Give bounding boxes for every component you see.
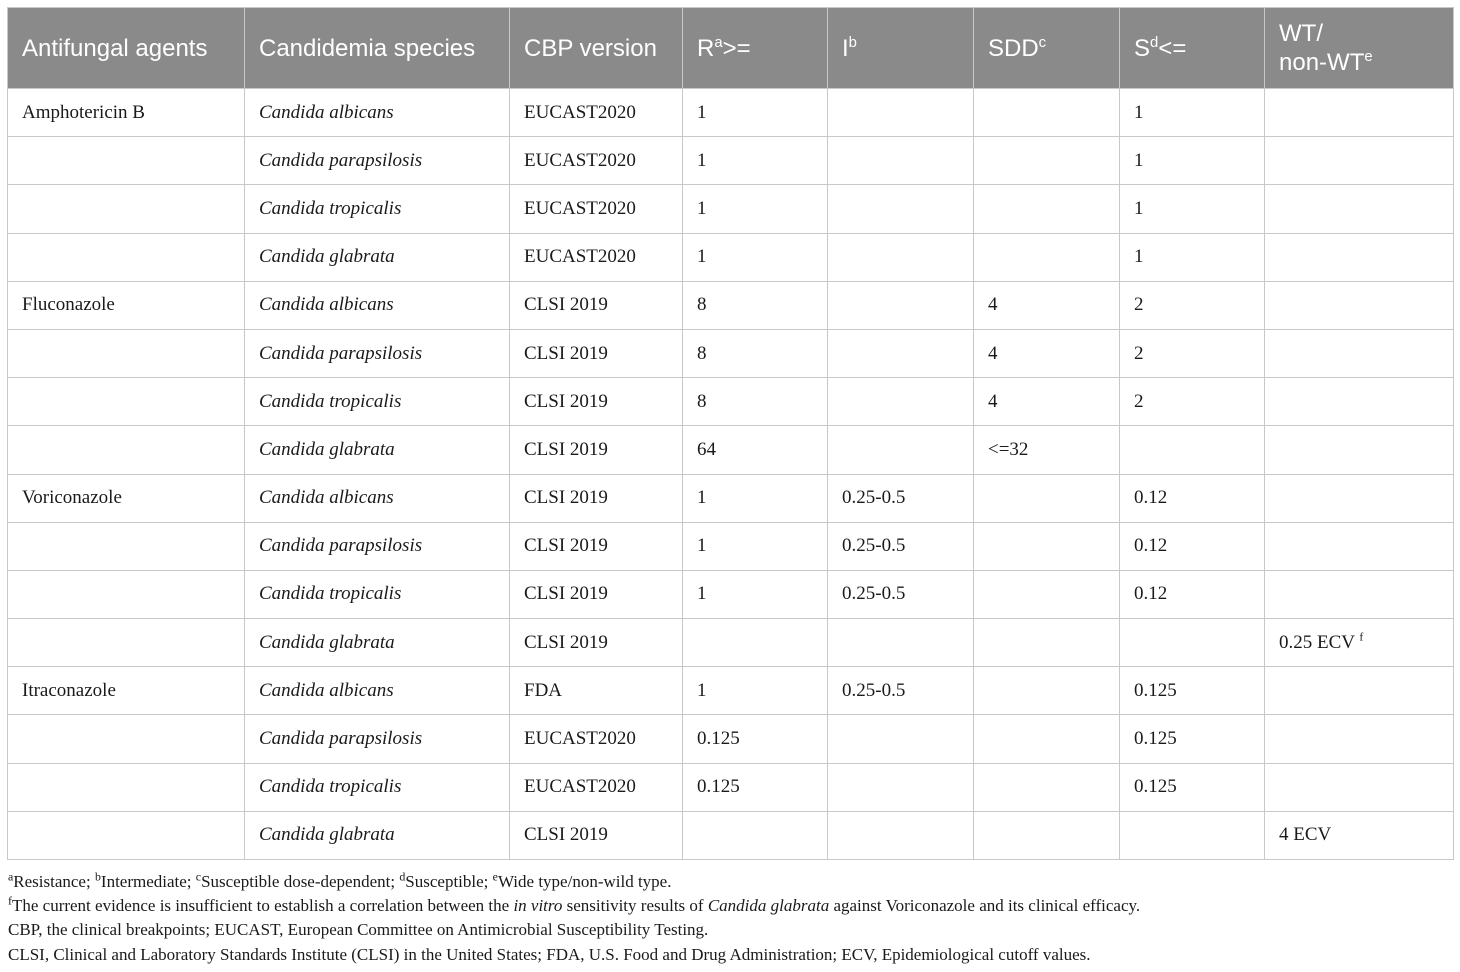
cell-species-text: Candida glabrata <box>259 824 395 846</box>
cell-susceptible-text: 2 <box>1134 342 1144 364</box>
footnote-f-part3: against Voriconazole and its clinical efficacy. <box>829 896 1141 916</box>
cell-cbp-version <box>510 715 683 763</box>
cell-cbp-version-text: CLSI 2019 <box>524 824 608 846</box>
cell-resistance <box>683 715 828 763</box>
cell-resistance <box>683 667 828 715</box>
cell-susceptible <box>1120 329 1265 377</box>
cell-susceptible <box>1120 570 1265 618</box>
cell-wt-non-wt <box>1265 474 1454 522</box>
cell-wt-non-wt <box>1265 329 1454 377</box>
cell-intermediate <box>828 715 974 763</box>
cell-agent <box>8 763 245 811</box>
cell-wt-non-wt <box>1265 667 1454 715</box>
cell-resistance-text: 0.125 <box>697 776 740 798</box>
header-sdd-sup: c <box>1038 34 1047 51</box>
cell-species <box>245 570 510 618</box>
cell-agent <box>8 715 245 763</box>
cell-resistance <box>683 522 828 570</box>
cell-sdd <box>974 426 1120 474</box>
cell-cbp-version-text: CLSI 2019 <box>524 438 608 460</box>
cell-cbp-version-text: CLSI 2019 <box>524 390 608 412</box>
header-resistance <box>683 8 828 89</box>
cell-cbp-version <box>510 811 683 859</box>
cell-agent-text: Itraconazole <box>22 679 116 701</box>
cell-susceptible <box>1120 667 1265 715</box>
cell-sdd <box>974 474 1120 522</box>
cell-agent <box>8 329 245 377</box>
cell-susceptible <box>1120 811 1265 859</box>
table-row <box>8 426 1454 474</box>
cell-species-text: Candida parapsilosis <box>259 535 423 557</box>
cell-sdd <box>974 667 1120 715</box>
cell-resistance <box>683 185 828 233</box>
cell-species <box>245 619 510 667</box>
cell-species-text: Candida albicans <box>259 487 394 509</box>
table-row <box>8 667 1454 715</box>
cell-intermediate-text: 0.25-0.5 <box>842 535 906 557</box>
cell-sdd-text: 4 <box>988 342 998 364</box>
cell-species-text: Candida glabrata <box>259 246 395 268</box>
header-sdd-base: SDD <box>988 34 1039 62</box>
cell-species-text: Candida parapsilosis <box>259 342 423 364</box>
cell-cbp-version-text: EUCAST2020 <box>524 149 636 171</box>
cell-agent <box>8 281 245 329</box>
cell-resistance <box>683 570 828 618</box>
cell-species <box>245 281 510 329</box>
footnote-d-text: Susceptible; <box>405 872 493 891</box>
cell-resistance <box>683 233 828 281</box>
cell-species-text: Candida albicans <box>259 101 394 123</box>
header-r-tail: >= <box>722 34 751 62</box>
cell-resistance-text: 64 <box>697 438 716 460</box>
header-cbp-label: CBP version <box>524 34 657 62</box>
cell-resistance-text: 8 <box>697 342 707 364</box>
cell-agent <box>8 667 245 715</box>
cell-resistance-text: 1 <box>697 679 707 701</box>
cell-susceptible-text: 2 <box>1134 390 1144 412</box>
cell-species <box>245 137 510 185</box>
footnote-c-marker: c <box>195 869 202 884</box>
cell-sdd <box>974 378 1120 426</box>
cell-resistance <box>683 763 828 811</box>
table-row <box>8 329 1454 377</box>
cell-wt-footnote-marker: f <box>1359 630 1364 644</box>
cell-cbp-version <box>510 426 683 474</box>
footnote-line-3: CBP, the clinical breakpoints; EUCAST, European Committee on Antimicrobial Susceptibility Testing. <box>8 920 709 940</box>
cell-sdd <box>974 281 1120 329</box>
cell-sdd <box>974 715 1120 763</box>
cell-species-text: Candida albicans <box>259 294 394 316</box>
footnote-f-marker: f <box>8 893 12 908</box>
cell-sdd <box>974 522 1120 570</box>
cell-wt-non-wt <box>1265 378 1454 426</box>
cell-susceptible-text: 0.12 <box>1134 487 1168 509</box>
cell-cbp-version-text: CLSI 2019 <box>524 487 608 509</box>
cell-intermediate <box>828 89 974 137</box>
cell-intermediate <box>828 619 974 667</box>
table-row <box>8 619 1454 667</box>
cell-cbp-version-text: EUCAST2020 <box>524 197 636 219</box>
cell-cbp-version <box>510 763 683 811</box>
cell-sdd-text: 4 <box>988 390 998 412</box>
cell-cbp-version <box>510 378 683 426</box>
cell-species <box>245 329 510 377</box>
cell-resistance <box>683 137 828 185</box>
cell-cbp-version <box>510 233 683 281</box>
cell-wt-non-wt-text: 0.25 ECV <box>1279 631 1355 653</box>
cell-sdd <box>974 329 1120 377</box>
cell-wt-non-wt <box>1265 811 1454 859</box>
cell-resistance <box>683 426 828 474</box>
footnote-f-part2: sensitivity results of <box>562 896 708 916</box>
cell-susceptible <box>1120 89 1265 137</box>
cell-species <box>245 426 510 474</box>
table-row <box>8 281 1454 329</box>
table-row <box>8 715 1454 763</box>
cell-agent <box>8 522 245 570</box>
header-s-base: S <box>1134 34 1151 62</box>
cell-intermediate <box>828 137 974 185</box>
cell-intermediate <box>828 811 974 859</box>
cell-susceptible-text: 2 <box>1134 294 1144 316</box>
cell-resistance-text: 1 <box>697 101 707 123</box>
table-row <box>8 474 1454 522</box>
footnote-line-4: CLSI, Clinical and Laboratory Standards Institute (CLSI) in the United States; FDA, U.S. Food and Drug Administration; ECV, Epidemiological cutoff values. <box>8 944 1091 964</box>
cell-agent-text: Fluconazole <box>22 294 115 316</box>
header-i-base: I <box>842 34 849 62</box>
header-wt-line1: WT/ <box>1279 20 1323 47</box>
header-antifungal-agents <box>8 8 245 89</box>
cell-susceptible-text: 0.125 <box>1134 679 1177 701</box>
cell-susceptible <box>1120 474 1265 522</box>
cell-agent <box>8 570 245 618</box>
cell-susceptible <box>1120 715 1265 763</box>
cell-wt-non-wt <box>1265 233 1454 281</box>
cell-intermediate <box>828 522 974 570</box>
cell-intermediate <box>828 233 974 281</box>
breakpoints-table <box>7 7 1454 860</box>
footnote-line-1 <box>8 870 1448 894</box>
cell-intermediate <box>828 329 974 377</box>
cell-resistance <box>683 474 828 522</box>
cell-resistance <box>683 378 828 426</box>
cell-sdd <box>974 763 1120 811</box>
cell-agent <box>8 811 245 859</box>
table-row <box>8 378 1454 426</box>
cell-intermediate <box>828 763 974 811</box>
table-row <box>8 233 1454 281</box>
cell-wt-non-wt <box>1265 185 1454 233</box>
footnote-b-marker: b <box>94 869 101 884</box>
footnote-f-italic2: Candida glabrata <box>707 896 830 916</box>
cell-susceptible-text: 0.125 <box>1134 728 1177 750</box>
cell-intermediate-text: 0.25-0.5 <box>842 679 906 701</box>
footnote-e-marker: e <box>492 869 498 884</box>
header-row <box>8 8 1454 89</box>
cell-resistance-text: 1 <box>697 246 707 268</box>
table-row <box>8 763 1454 811</box>
table-row <box>8 185 1454 233</box>
footnote-f-part1: The current evidence is insufficient to establish a correlation between the <box>11 896 514 916</box>
cell-susceptible <box>1120 426 1265 474</box>
footnote-a-marker: a <box>8 869 14 884</box>
table-body <box>8 89 1454 860</box>
cell-resistance-text: 1 <box>697 149 707 171</box>
header-sdd <box>974 8 1120 89</box>
cell-cbp-version-text: CLSI 2019 <box>524 342 608 364</box>
cell-intermediate <box>828 281 974 329</box>
footnote-d-marker: d <box>399 869 406 884</box>
footnote-line-2 <box>8 894 1448 918</box>
header-wt-non-wt <box>1265 8 1454 89</box>
header-agent-label: Antifungal agents <box>22 34 208 62</box>
cell-intermediate-text: 0.25-0.5 <box>842 583 906 605</box>
header-r-base: R <box>697 34 715 62</box>
header-s-sup: d <box>1150 34 1159 51</box>
cell-cbp-version-text: EUCAST2020 <box>524 776 636 798</box>
cell-sdd <box>974 570 1120 618</box>
cell-wt-non-wt <box>1265 522 1454 570</box>
cell-sdd <box>974 185 1120 233</box>
cell-intermediate-text: 0.25-0.5 <box>842 487 906 509</box>
cell-sdd <box>974 89 1120 137</box>
header-species-label: Candidemia species <box>259 34 476 62</box>
header-i-sup: b <box>848 34 857 51</box>
cell-wt-non-wt <box>1265 619 1454 667</box>
cell-resistance <box>683 619 828 667</box>
cell-wt-non-wt-text: 4 ECV <box>1279 824 1332 846</box>
cell-cbp-version-text: FDA <box>524 679 563 701</box>
cell-species <box>245 811 510 859</box>
cell-susceptible <box>1120 137 1265 185</box>
cell-intermediate <box>828 667 974 715</box>
cell-resistance-text: 8 <box>697 294 707 316</box>
table-row <box>8 570 1454 618</box>
cell-species <box>245 89 510 137</box>
cell-agent <box>8 137 245 185</box>
cell-cbp-version <box>510 522 683 570</box>
cell-species-text: Candida albicans <box>259 679 394 701</box>
cell-species <box>245 474 510 522</box>
table-row <box>8 811 1454 859</box>
cell-species-text: Candida glabrata <box>259 438 395 460</box>
cell-agent-text: Amphotericin B <box>22 101 145 123</box>
cell-agent <box>8 233 245 281</box>
cell-cbp-version <box>510 619 683 667</box>
cell-cbp-version-text: CLSI 2019 <box>524 631 608 653</box>
table-footnotes <box>8 870 1448 967</box>
cell-species <box>245 185 510 233</box>
cell-agent <box>8 474 245 522</box>
cell-wt-non-wt <box>1265 715 1454 763</box>
table-header <box>8 8 1454 89</box>
cell-wt-non-wt <box>1265 89 1454 137</box>
cell-agent <box>8 619 245 667</box>
cell-species <box>245 378 510 426</box>
cell-cbp-version <box>510 89 683 137</box>
cell-species-text: Candida parapsilosis <box>259 728 423 750</box>
cell-species <box>245 667 510 715</box>
cell-susceptible-text: 0.125 <box>1134 776 1177 798</box>
cell-wt-non-wt <box>1265 570 1454 618</box>
cell-species <box>245 233 510 281</box>
footnote-e-text: Wide type/non-wild type. <box>497 872 672 891</box>
cell-cbp-version-text: EUCAST2020 <box>524 728 636 750</box>
cell-sdd <box>974 619 1120 667</box>
cell-susceptible-text: 0.12 <box>1134 535 1168 557</box>
cell-susceptible <box>1120 233 1265 281</box>
table-row <box>8 137 1454 185</box>
cell-resistance-text: 1 <box>697 535 707 557</box>
header-s-tail: <= <box>1158 34 1187 62</box>
cell-intermediate <box>828 474 974 522</box>
cell-species-text: Candida tropicalis <box>259 583 402 605</box>
cell-resistance <box>683 329 828 377</box>
table-row <box>8 522 1454 570</box>
cell-cbp-version-text: CLSI 2019 <box>524 583 608 605</box>
cell-species-text: Candida tropicalis <box>259 390 402 412</box>
table-row <box>8 89 1454 137</box>
header-wt-line2: non-WT <box>1279 49 1365 76</box>
cell-cbp-version <box>510 474 683 522</box>
cell-agent-text: Voriconazole <box>22 487 122 509</box>
cell-species <box>245 522 510 570</box>
footnote-f-italic1: in vitro <box>513 896 563 916</box>
cell-susceptible <box>1120 763 1265 811</box>
cell-sdd-text: 4 <box>988 294 998 316</box>
cell-cbp-version <box>510 570 683 618</box>
breakpoints-table-container <box>7 7 1453 860</box>
cell-susceptible <box>1120 619 1265 667</box>
cell-susceptible-text: 1 <box>1134 149 1144 171</box>
cell-cbp-version-text: EUCAST2020 <box>524 101 636 123</box>
cell-cbp-version <box>510 667 683 715</box>
cell-intermediate <box>828 185 974 233</box>
cell-wt-non-wt <box>1265 426 1454 474</box>
cell-resistance-text: 1 <box>697 583 707 605</box>
cell-resistance-text: 1 <box>697 487 707 509</box>
cell-species <box>245 715 510 763</box>
cell-agent <box>8 426 245 474</box>
header-candidemia-species <box>245 8 510 89</box>
cell-sdd <box>974 233 1120 281</box>
cell-intermediate <box>828 378 974 426</box>
cell-species-text: Candida parapsilosis <box>259 149 423 171</box>
cell-cbp-version-text: EUCAST2020 <box>524 246 636 268</box>
footnote-c-text: Susceptible dose-dependent; <box>201 872 400 891</box>
cell-wt-non-wt <box>1265 763 1454 811</box>
cell-susceptible <box>1120 281 1265 329</box>
cell-agent <box>8 378 245 426</box>
cell-resistance-text: 1 <box>697 197 707 219</box>
cell-species-text: Candida tropicalis <box>259 197 402 219</box>
cell-susceptible-text: 1 <box>1134 101 1144 123</box>
header-wt-sup: e <box>1364 49 1373 65</box>
cell-cbp-version <box>510 281 683 329</box>
cell-intermediate <box>828 426 974 474</box>
cell-susceptible-text: 1 <box>1134 246 1144 268</box>
cell-resistance <box>683 811 828 859</box>
header-intermediate <box>828 8 974 89</box>
cell-cbp-version <box>510 185 683 233</box>
cell-agent <box>8 185 245 233</box>
footnote-a-text: Resistance; <box>13 872 95 891</box>
cell-resistance-text: 8 <box>697 390 707 412</box>
cell-susceptible <box>1120 185 1265 233</box>
cell-resistance-text: 0.125 <box>697 728 740 750</box>
cell-sdd <box>974 811 1120 859</box>
cell-susceptible <box>1120 378 1265 426</box>
cell-sdd <box>974 137 1120 185</box>
cell-wt-non-wt <box>1265 137 1454 185</box>
header-cbp-version <box>510 8 683 89</box>
cell-agent <box>8 89 245 137</box>
header-r-sup: a <box>714 34 723 51</box>
cell-resistance <box>683 89 828 137</box>
cell-resistance <box>683 281 828 329</box>
footnote-b-text: Intermediate; <box>100 872 196 891</box>
cell-wt-non-wt <box>1265 281 1454 329</box>
cell-cbp-version-text: CLSI 2019 <box>524 294 608 316</box>
cell-species-text: Candida tropicalis <box>259 776 402 798</box>
cell-intermediate <box>828 570 974 618</box>
cell-cbp-version <box>510 329 683 377</box>
cell-susceptible-text: 0.12 <box>1134 583 1168 605</box>
header-susceptible <box>1120 8 1265 89</box>
cell-susceptible <box>1120 522 1265 570</box>
cell-cbp-version-text: CLSI 2019 <box>524 535 608 557</box>
cell-species-text: Candida glabrata <box>259 631 395 653</box>
cell-species <box>245 763 510 811</box>
cell-sdd-text: <=32 <box>988 438 1029 460</box>
cell-cbp-version <box>510 137 683 185</box>
cell-susceptible-text: 1 <box>1134 197 1144 219</box>
